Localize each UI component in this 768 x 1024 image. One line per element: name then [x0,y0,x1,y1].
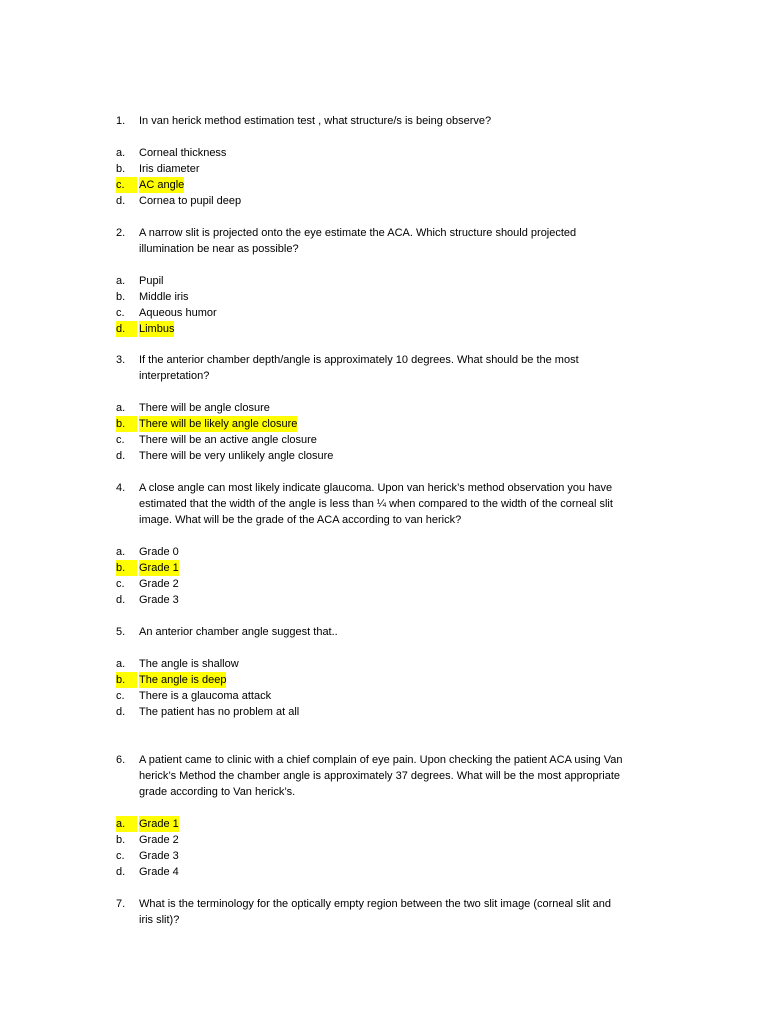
option-text-highlighted: Grade 1 [139,562,179,574]
option-text-highlighted: There will be likely angle closure [139,418,298,430]
answer-option-d [0,448,768,464]
answer-option-c [0,432,768,448]
option-label: d. [116,450,126,462]
option-text: Middle iris [139,291,189,303]
answer-option-c [0,305,768,321]
option-label: b. [116,416,137,432]
question-line [0,784,768,800]
question-text: estimated that the width of the angle is less than ¼ when compared to the width of the corneal slit [139,498,613,510]
option-text: Grade 2 [139,578,179,590]
answer-option-a [0,816,768,832]
question-line [0,768,768,784]
question-text: herick’s Method the chamber angle is approximately 37 degrees. What will be the most appropriate [139,770,620,782]
question-line [0,496,768,512]
question-line [0,752,768,768]
question-text: A patient came to clinic with a chief complain of eye pain. Upon checking the patient ACA using Van [139,754,623,766]
option-text-highlighted: The angle is deep [139,674,227,686]
option-text: Corneal thickness [139,147,227,159]
question-text: iris slit)? [139,914,180,926]
option-label: b. [116,560,137,576]
answer-option-a [0,656,768,672]
question-4 [0,480,768,608]
answer-option-a [0,273,768,289]
question-text: A narrow slit is projected onto the eye estimate the ACA. Which structure should projected [139,227,577,239]
answer-option-b [0,832,768,848]
option-label: a. [116,275,126,287]
option-text: Grade 3 [139,594,179,606]
question-number: 5. [116,626,126,638]
question-number: 1. [116,115,126,127]
option-label: c. [116,307,125,319]
option-text: There will be very unlikely angle closure [139,450,334,462]
question-text: In van herick method estimation test , what structure/s is being observe? [139,115,492,127]
question-number: 2. [116,227,126,239]
question-6 [0,752,768,880]
answer-option-b [0,672,768,688]
answer-option-c [0,576,768,592]
spacer [0,528,768,544]
option-label: b. [116,834,126,846]
question-line [0,624,768,640]
question-line [0,352,768,368]
option-text: The patient has no problem at all [139,706,300,718]
question-line [0,241,768,257]
option-text: Pupil [139,275,164,287]
answer-option-b [0,161,768,177]
answer-option-a [0,145,768,161]
spacer [0,800,768,816]
question-text: If the anterior chamber depth/angle is approximately 10 degrees. What should be the most [139,354,579,366]
answer-option-d [0,864,768,880]
question-1 [0,113,768,209]
option-label: c. [116,177,137,193]
answer-option-c [0,177,768,193]
option-label: d. [116,321,137,337]
answer-option-d [0,592,768,608]
option-text: Grade 3 [139,850,179,862]
option-text: There will be an active angle closure [139,434,317,446]
option-label: c. [116,578,125,590]
spacer [0,384,768,400]
question-line [0,896,768,912]
question-5 [0,624,768,720]
answer-option-a [0,400,768,416]
question-text: illumination be near as possible? [139,243,299,255]
answer-option-b [0,416,768,432]
question-text: interpretation? [139,370,210,382]
answer-option-a [0,544,768,560]
question-number: 4. [116,482,126,494]
question-7 [0,896,768,928]
answer-option-b [0,289,768,305]
option-label: d. [116,195,126,207]
option-text: There is a glaucoma attack [139,690,272,702]
option-text-highlighted: AC angle [139,179,185,191]
option-label: c. [116,690,125,702]
option-label: c. [116,850,125,862]
question-text: grade according to Van herick’s. [139,786,296,798]
option-text: Iris diameter [139,163,200,175]
answer-option-c [0,688,768,704]
option-label: d. [116,594,126,606]
question-line [0,480,768,496]
spacer [0,129,768,145]
option-text: The angle is shallow [139,658,239,670]
question-text: What is the terminology for the optically empty region between the two slit image (corneal slit and [139,898,612,910]
option-text: Cornea to pupil deep [139,195,242,207]
option-label: a. [116,816,137,832]
question-line [0,912,768,928]
question-text: An anterior chamber angle suggest that.. [139,626,338,638]
option-label: d. [116,706,126,718]
answer-option-d [0,704,768,720]
answer-option-d [0,321,768,337]
question-number: 3. [116,354,126,366]
option-text-highlighted: Grade 1 [139,818,179,830]
option-text: Grade 2 [139,834,179,846]
spacer [0,640,768,656]
option-text: There will be angle closure [139,402,270,414]
option-text: Aqueous humor [139,307,217,319]
option-label: a. [116,402,126,414]
answer-option-c [0,848,768,864]
question-number: 7. [116,898,126,910]
option-text: Grade 0 [139,546,179,558]
question-2 [0,225,768,337]
question-text: image. What will be the grade of the ACA according to van herick? [139,514,462,526]
question-line [0,368,768,384]
option-text-highlighted: Limbus [139,323,175,335]
option-label: d. [116,866,126,878]
spacer [0,257,768,273]
answer-option-d [0,193,768,209]
question-line [0,113,768,129]
question-3 [0,352,768,464]
question-text: A close angle can most likely indicate glaucoma. Upon van herick’s method observation you have [139,482,613,494]
option-label: a. [116,546,126,558]
question-line [0,225,768,241]
question-number: 6. [116,754,126,766]
option-label: b. [116,291,126,303]
option-label: a. [116,147,126,159]
option-label: a. [116,658,126,670]
question-line [0,512,768,528]
option-text: Grade 4 [139,866,179,878]
option-label: b. [116,163,126,175]
option-label: b. [116,672,137,688]
answer-option-b [0,560,768,576]
option-label: c. [116,434,125,446]
